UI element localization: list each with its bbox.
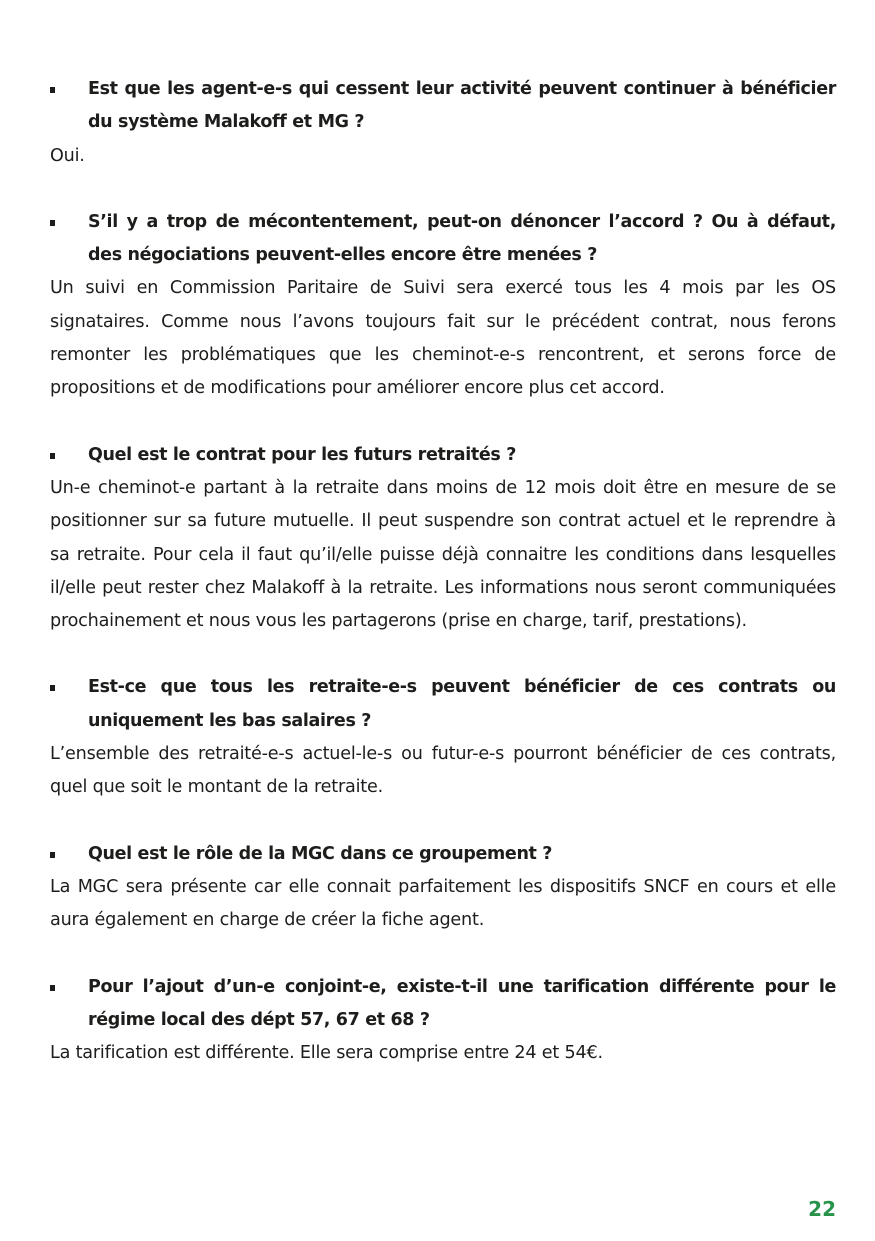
square-bullet-icon bbox=[50, 87, 55, 93]
question bbox=[50, 838, 836, 871]
question bbox=[50, 206, 836, 273]
document-body bbox=[50, 73, 836, 1103]
question-text: S’il y a trop de mécontentement, peut-on dénoncer l’accord ? Ou à défaut, des négociations peuvent-elles encore être menées ? bbox=[88, 211, 836, 266]
qa-item bbox=[50, 206, 836, 406]
question bbox=[50, 971, 836, 1038]
answer-text: Oui. bbox=[50, 145, 85, 166]
answer-text: L’ensemble des retraité-e-s actuel-le-s ou futur-e-s pourront bénéficier de ces contrats, quel que soit le montant de la retraite. bbox=[50, 744, 836, 798]
square-bullet-icon bbox=[50, 852, 55, 858]
qa-item bbox=[50, 671, 836, 804]
square-bullet-icon bbox=[50, 453, 55, 459]
question-text: Est-ce que tous les retraite-e-s peuvent bénéficier de ces contrats ou uniquement les bas salaires ? bbox=[88, 677, 836, 731]
answer-text: La MGC sera présente car elle connait parfaitement les dispositifs SNCF en cours et elle aura également en charge de créer la fiche agent. bbox=[50, 876, 836, 931]
question bbox=[50, 671, 836, 738]
question-text: Est que les agent-e-s qui cessent leur activité peuvent continuer à bénéficier du système Malakoff et MG ? bbox=[88, 79, 836, 133]
question bbox=[50, 73, 836, 140]
square-bullet-icon bbox=[50, 985, 55, 991]
answer-text: Un-e cheminot-e partant à la retraite dans moins de 12 mois doit être en mesure de se positionner sur sa future mutuelle. Il peut suspendre son contrat actuel et le reprendre à sa retraite. Pour cela il faut qu’il/elle puisse déjà connaitre les conditions dans lesquelles il/elle peut rester chez Malakoff à la retraite. Les informations nous seront communiquées prochainement et nous vous les partagerons (prise en charge, tarif, prestations). bbox=[50, 477, 836, 632]
qa-item bbox=[50, 971, 836, 1071]
square-bullet-icon bbox=[50, 685, 55, 691]
answer-text: La tarification est différente. Elle sera comprise entre 24 et 54€. bbox=[50, 1043, 603, 1064]
answer-text: Un suivi en Commission Paritaire de Suivi sera exercé tous les 4 mois par les OS signataires. Comme nous l’avons toujours fait sur le précédent contrat, nous ferons remonter les problématiques que les cheminot-e-s rencontrent, et serons force de propositions et de modifications pour améliorer encore plus cet accord. bbox=[50, 278, 836, 399]
square-bullet-icon bbox=[50, 220, 55, 226]
question-text: Quel est le rôle de la MGC dans ce groupement ? bbox=[88, 843, 553, 864]
page-number: 22 bbox=[808, 1197, 836, 1221]
qa-item bbox=[50, 838, 836, 938]
qa-item bbox=[50, 439, 836, 639]
qa-item bbox=[50, 73, 836, 173]
question-text: Pour l’ajout d’un-e conjoint-e, existe-t-il une tarification différente pour le régime local des dépt 57, 67 et 68 ? bbox=[88, 976, 836, 1030]
question bbox=[50, 439, 836, 472]
question-text: Quel est le contrat pour les futurs retraités ? bbox=[88, 444, 517, 465]
